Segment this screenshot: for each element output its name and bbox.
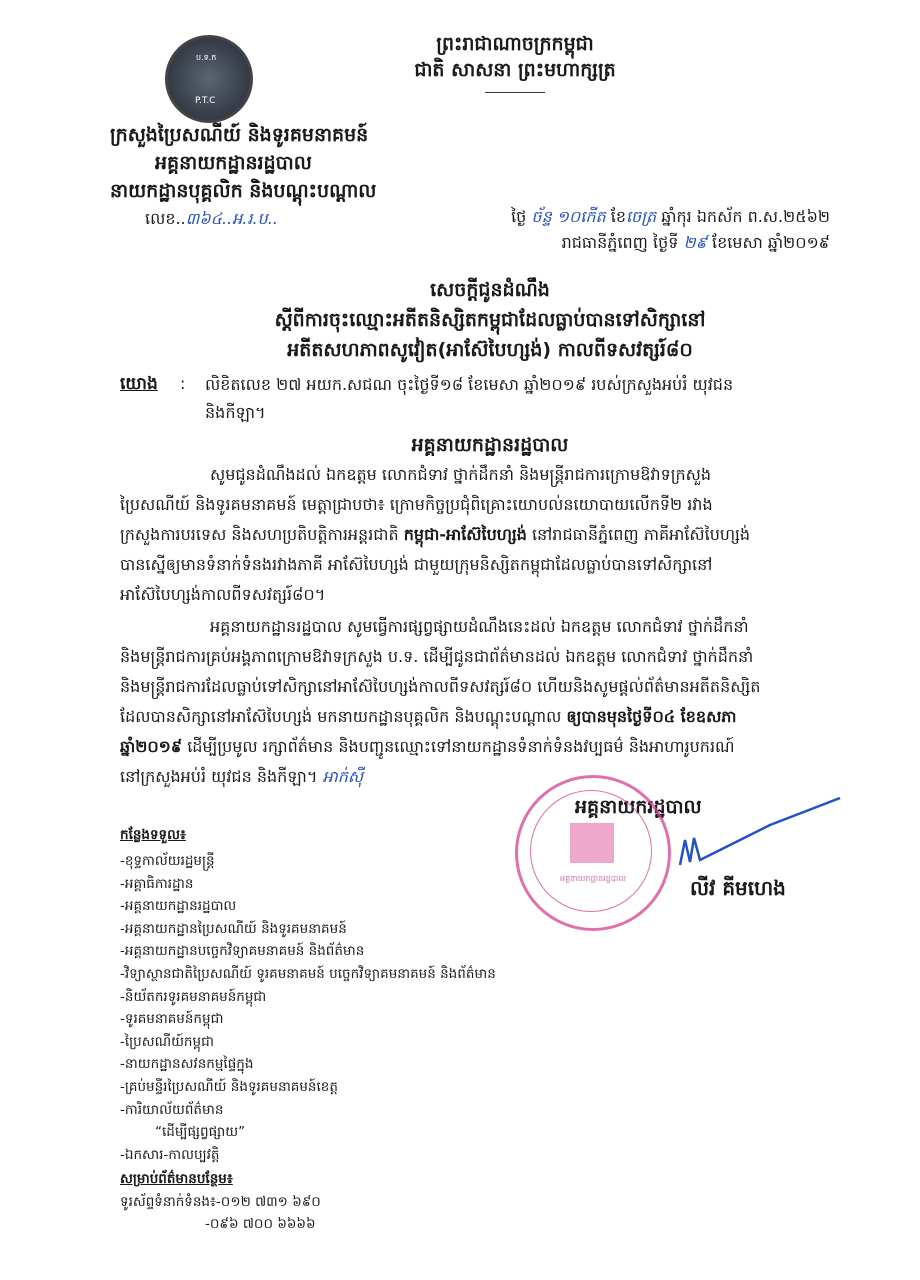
signatory-title: អគ្គនាយករដ្ឋបាល <box>575 796 702 818</box>
lunar-date <box>511 206 830 230</box>
notice-subject-line2: អតីតសហភាពសូវៀត(អាស៊ែបៃហ្សង់) កាលពីទសវត្សរ៍៨០ <box>287 339 693 361</box>
date-suffix: ឆ្នាំកុរ ឯកស័ក ព.ស.២៥៦២ <box>661 207 830 226</box>
recipient-item: -ទូរគមនាគមន៍កម្ពុជា <box>120 1011 224 1028</box>
date-prefix: ថ្ងៃ <box>511 207 527 226</box>
notice-title: សេចក្តីជូនដំណឹង <box>430 279 550 301</box>
para2-line1: អគ្គនាយកដ្ឋានរដ្ឋបាល សូមធ្វើការផ្សព្វផ្សាយដំណឹងនេះដល់ ឯកឧត្តម លោកជំទាវ ថ្នាក់ដឹកនាំ <box>210 617 749 636</box>
recipients-list <box>120 850 496 1166</box>
para1-line3 <box>120 524 810 548</box>
ministry-name: ក្រសួងប្រៃសណីយ៍ និងទូរគមនាគមន៍ <box>110 124 369 146</box>
date-month: ខែមេសា <box>712 233 763 252</box>
handwritten-initials: អាក់ស៊ី <box>322 767 364 786</box>
reference-label: យោង <box>120 374 158 394</box>
logo-top-text: ប.ទ.ក <box>196 53 217 62</box>
kingdom-line1: ព្រះរាជាណាចក្រកម្ពុជា <box>436 33 594 55</box>
general-department: អគ្គនាយកដ្ឋានរដ្ឋបាល <box>155 152 312 174</box>
phone-label: ទូរស័ព្ទទំនាក់ទំនង៖ <box>120 1194 216 1210</box>
ref-label: លេខ.. <box>145 209 186 228</box>
para2-line3: និងមន្ត្រីរាជការដែលធ្លាប់ទៅសិក្សានៅអាស៊ែបៃហ្សង់កាលពីទសវត្សរ៍៨០ ហើយនិងសូមផ្តល់ព័ត៌មានអតីតនិស្សិត <box>120 677 761 696</box>
ornament-divider <box>485 92 545 93</box>
logo-bottom-text: P.T.C <box>195 96 216 106</box>
para2-line6 <box>120 766 810 790</box>
para2-line5 <box>120 736 810 760</box>
date-month-label: ខែ <box>610 207 626 226</box>
recipient-item: -អគ្គនាយកដ្ឋានប្រៃសណីយ៍ និងទូរគមនាគមន៍ <box>120 920 347 937</box>
recipient-item: -គ្រប់មន្ទីរប្រៃសណីយ៍ និងទូរគមនាគមន៍ខេត្ត <box>120 1078 338 1095</box>
date-day: ២៩ <box>683 233 707 252</box>
signatory-name: លីវ គីមហេង <box>690 876 786 900</box>
para1-text: ក្រសួងការបរទេស និងសហប្រតិបត្តិការអន្តរជាតិ <box>120 525 404 544</box>
official-stamp <box>515 775 671 931</box>
recipient-item: -អគ្គនាយកដ្ឋានបច្ចេកវិទ្យាគមនាគមន៍ និងព័ត៌មាន <box>120 943 365 960</box>
para1-line4: បានស្នើឲ្យមានទំនាក់ទំនងរវាងភាគី អាស៊ែបៃហ្សង់ ជាមួយក្រុមនិស្សិតកម្ពុជាដែលធ្លាប់បានទៅសិក្សានៅ <box>120 555 713 574</box>
para2-text-cont: ដើម្បីប្រមូល រក្សាព័ត៌មាន និងបញ្ជូនឈ្មោះទៅនាយកដ្ឋានទំនាក់ទំនងវប្បធម៌ និងអាហារូបករណ៍ <box>182 737 735 756</box>
recipient-item: -ខុទ្ទកាល័យរដ្ឋមន្ត្រី <box>120 853 215 869</box>
recipient-item: -អគ្គនាយកដ្ឋានរដ្ឋបាល <box>120 898 237 915</box>
recipient-item: -វិទ្យាស្ថានជាតិប្រៃសណីយ៍ ទូរគមនាគមន៍ បច្ចេកវិទ្យាគមនាគមន៍ និងព័ត៌មាន <box>120 965 496 982</box>
recipient-item: -ការិយាល័យព័ត៌មាន <box>120 1101 224 1118</box>
stamp-emblem <box>570 823 614 863</box>
para1-line1: សូមជូនដំណឹងដល់ ឯកឧត្តម លោកជំទាវ ថ្នាក់ដឹកនាំ និងមន្ត្រីរាជការក្រោមឱវាទក្រសួង <box>210 465 712 484</box>
reference-number <box>145 208 278 232</box>
para1-line2: ប្រៃសណីយ៍ និងទូរគមនាគមន៍ មេត្តាជ្រាបថា៖ ក្រោមកិច្ចប្រជុំពិគ្រោះយោបល់នយោបាយលើកទី២ រវាង <box>120 495 713 514</box>
recipient-item: -ប្រៃសណីយ៍កម្ពុជា <box>120 1033 214 1050</box>
department-name: នាយកដ្ឋានបុគ្គលិក និងបណ្តុះបណ្តាល <box>110 180 377 202</box>
para2-line4 <box>120 706 810 730</box>
reference-colon: : <box>180 374 186 393</box>
recipient-item: -នាយកដ្ឋានសវនកម្មផ្ទៃក្នុង <box>120 1056 254 1073</box>
date-year: ឆ្នាំ២០១៩ <box>767 233 830 252</box>
solar-date <box>562 232 830 256</box>
recipients-label: កន្លែងទទួល៖ <box>120 827 186 843</box>
kingdom-line2: ជាតិ សាសនា ព្រះមហាក្សត្រ <box>414 59 616 81</box>
para2-text-end: នៅក្រសួងអប់រំ យុវជន និងកីឡា។ <box>120 767 318 786</box>
stamp-text: អគ្គនាយកដ្ឋានរដ្ឋបាល <box>559 874 627 883</box>
recipient-item: -ឯកសារ-កាលប្បវត្តិ <box>120 1146 220 1163</box>
para1-text-end: នៅរាជធានីភ្នំពេញ ភាគីអាស៊ែបៃហ្សង់ <box>526 525 751 544</box>
ministry-logo <box>165 35 253 123</box>
date-weekday: ច័ន្ទ ១០កើត <box>531 207 606 226</box>
contact-label: សម្រាប់ព័ត៌មានបន្ថែម៖ <box>120 1171 233 1187</box>
phone-number: -០១២ ៧៣១ ៦៩០ <box>215 1194 321 1210</box>
handwritten-signature <box>660 790 850 880</box>
contact-phone2: -០៩៦ ៧០០ ៦៦៦៦ <box>205 1216 316 1232</box>
para2-text: ដែលបានសិក្សានៅអាស៊ែបៃហ្សង់ មកនាយកដ្ឋានបុគ្គលិក និងបណ្តុះបណ្តាល <box>120 707 567 726</box>
contact-phone1 <box>120 1193 321 1213</box>
date-lunar-month: ចេត្រ <box>625 207 657 226</box>
para1-line5: អាស៊ែបៃហ្សង់កាលពីទសវត្សរ៍៨០។ <box>120 585 326 604</box>
reference-line2: និងកីឡា។ <box>205 403 266 422</box>
para2-deadline: ឲ្យបានមុនថ្ងៃទី០៤ ខែឧសភា <box>566 707 737 726</box>
date-place: រាជធានីភ្នំពេញ ថ្ងៃទី <box>561 233 679 252</box>
ref-number-value: ៣៦៤..អ.រ.ប.. <box>185 209 278 228</box>
recipient-item: -និយ័តករទូរគមនាគមន៍កម្ពុជា <box>120 988 267 1005</box>
para1-bold-countries: កម្ពុជា-អាស៊ែបៃហ្សង់ <box>403 525 527 544</box>
notice-subject-line1: ស្តីពីការចុះឈ្មោះអតីតនិស្សិតកម្ពុជាដែលធ្លាប់បានទៅសិក្សានៅ <box>274 309 706 331</box>
para2-line2: និងមន្ត្រីរាជការគ្រប់អង្គភាពក្រោមឱវាទក្រសួង ប.ទ. ដើម្បីជូនជាព័ត៌មានដល់ ឯកឧត្តម លោកជំទាវ ថ្នាក់ដឹកនាំ <box>120 647 754 666</box>
para2-deadline-year: ឆ្នាំ២០១៩ <box>120 737 183 756</box>
reference-line1: លិខិតលេខ ២៧ អយក.សជណ ចុះថ្ងៃទី១៨ ខែមេសា ឆ្នាំ២០១៩ របស់ក្រសួងអប់រំ យុវជន <box>205 375 734 394</box>
recipient-item: “ដើម្បីផ្សព្វផ្សាយ” <box>155 1124 246 1141</box>
body-heading: អគ្គនាយកដ្ឋានរដ្ឋបាល <box>411 434 569 456</box>
recipient-item: -អគ្គាធិការដ្ឋាន <box>120 875 194 892</box>
